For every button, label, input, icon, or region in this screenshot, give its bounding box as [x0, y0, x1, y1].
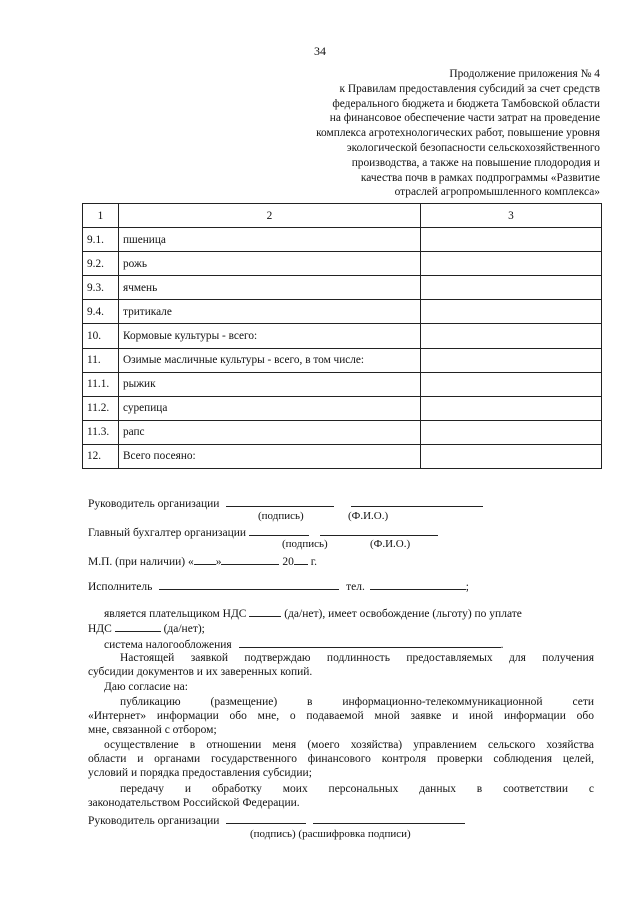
vat-b: (да/нет), имеет освобождение (льготу) по уплате: [284, 608, 522, 620]
header-line: комплекса агротехнологических работ, повышение уровня: [316, 127, 600, 140]
table-row: [83, 228, 602, 252]
final-head-label: Руководитель организации: [88, 815, 220, 827]
page-number: 34: [314, 44, 326, 58]
consent-heading: Даю согласие на:: [104, 681, 188, 693]
stamp-mid: »: [215, 556, 222, 568]
personal-data-line-2: законодательством Российской Федерации.: [88, 797, 300, 809]
row-value: [421, 324, 602, 348]
accountant-sign-caption: (подпись): [282, 538, 328, 550]
year-blank[interactable]: [294, 553, 308, 565]
column-header: 1: [83, 204, 119, 228]
publication-line-3: мне, связанной с отбором;: [88, 724, 217, 736]
header-line: к Правилам предоставления субсидий за счет средств: [339, 82, 600, 95]
month-blank[interactable]: [221, 553, 279, 565]
tax-blank[interactable]: [239, 636, 501, 648]
header-line: производства, а также на повышение плодородия и: [351, 156, 600, 169]
row-number: 12.: [83, 444, 119, 468]
table-row: [83, 324, 602, 348]
personal-data-line-1: передачу и обработку моих персональных данных в соответствии с: [120, 783, 594, 795]
stamp-prefix: М.П. (при наличии) «: [88, 556, 194, 568]
table-header-row: [83, 204, 602, 228]
head-signature-line: [88, 495, 483, 510]
confirm-line-1: Настоящей заявкой подтверждаю подлинность предоставляемых для получения: [120, 652, 594, 664]
header-line: федерального бюджета и бюджета Тамбовской области: [332, 97, 600, 110]
table-row: [83, 372, 602, 396]
row-number: 11.1.: [83, 372, 119, 396]
row-number: 9.3.: [83, 276, 119, 300]
row-name: Озимые масличные культуры - всего, в том числе:: [119, 348, 421, 372]
table-row: [83, 396, 602, 420]
control-line-1: осуществление в отношении меня (моего хозяйства) управлением сельского хозяйства: [104, 739, 594, 751]
stamp-date-line: [88, 553, 317, 568]
publication-line-2: «Интернет» информации обо мне, о подаваемой мной заявке и иной информации обо: [88, 710, 594, 722]
accountant-fio-caption: (Ф.И.О.): [370, 538, 411, 550]
confirm-line-2: субсидии документов и их заверенных копий.: [88, 666, 313, 678]
executor-blank[interactable]: [159, 578, 339, 590]
head-fio-caption: (Ф.И.О.): [348, 510, 389, 522]
row-number: 11.2.: [83, 396, 119, 420]
row-name: рыжик: [119, 372, 421, 396]
table-row: [83, 252, 602, 276]
day-blank[interactable]: [194, 553, 216, 565]
final-signature-line: [88, 812, 465, 827]
row-value: [421, 228, 602, 252]
final-sign-blank[interactable]: [226, 812, 306, 824]
phone-label: тел.: [346, 581, 365, 593]
row-name: Кормовые культуры - всего:: [119, 324, 421, 348]
vat-c: НДС: [88, 623, 112, 635]
header-line: на финансовое обеспечение части затрат на проведение: [329, 112, 600, 125]
table-row: [83, 348, 602, 372]
row-value: [421, 276, 602, 300]
row-number: 9.2.: [83, 252, 119, 276]
final-caption: (подпись) (расшифровка подписи): [250, 828, 411, 840]
stamp-year: 20: [282, 556, 294, 568]
table-row: [83, 276, 602, 300]
phone-end: ;: [465, 581, 469, 593]
tax-end: .: [500, 639, 504, 651]
header-line: экологической безопасности сельскохозяйственного: [346, 141, 600, 154]
row-name: сурепица: [119, 396, 421, 420]
row-value: [421, 372, 602, 396]
row-number: 9.4.: [83, 300, 119, 324]
control-line-2: области и органами государственного финансового контроля проверки соблюдения целей,: [88, 753, 594, 765]
control-line-3: условий и порядка предоставления субсидии;: [88, 767, 312, 779]
row-value: [421, 420, 602, 444]
publication-line-1: публикацию (размещение) в информационно-телекоммуникационной сети: [120, 696, 594, 708]
row-number: 9.1.: [83, 228, 119, 252]
executor-label: Исполнитель: [88, 581, 153, 593]
table-row: [83, 444, 602, 468]
tax-label: система налогообложения: [104, 639, 232, 651]
table-row: [83, 420, 602, 444]
table-row: [83, 300, 602, 324]
vat-line-1: [104, 605, 522, 620]
accountant-signature-line: [88, 524, 438, 539]
header-line: качества почв в рамках подпрограммы «Развитие: [360, 171, 600, 184]
head-sign-caption: (подпись): [258, 510, 304, 522]
vat-payer-blank[interactable]: [249, 605, 281, 617]
column-header: 3: [421, 204, 602, 228]
row-value: [421, 396, 602, 420]
tax-line: [104, 636, 503, 651]
accountant-fio-blank[interactable]: [320, 524, 438, 536]
row-number: 10.: [83, 324, 119, 348]
vat-a: является плательщиком НДС: [104, 608, 247, 620]
header-line: Продолжение приложения № 4: [449, 68, 600, 80]
row-value: [421, 444, 602, 468]
row-name: рожь: [119, 252, 421, 276]
vat-d: (да/нет);: [163, 623, 205, 635]
row-name: Всего посеяно:: [119, 444, 421, 468]
column-header: 2: [119, 204, 421, 228]
head-label: Руководитель организации: [88, 498, 220, 510]
head-sign-blank[interactable]: [226, 495, 334, 507]
crops-table: [82, 203, 602, 469]
appendix-header: [270, 67, 600, 200]
vat-line-2: [88, 620, 205, 635]
row-value: [421, 252, 602, 276]
header-line: отраслей агропромышленного комплекса»: [394, 186, 600, 199]
stamp-suffix: г.: [310, 556, 318, 568]
row-name: рапс: [119, 420, 421, 444]
vat-exempt-blank[interactable]: [115, 620, 161, 632]
phone-blank[interactable]: [370, 578, 466, 590]
row-number: 11.: [83, 348, 119, 372]
final-name-blank[interactable]: [313, 812, 465, 824]
row-number: 11.3.: [83, 420, 119, 444]
row-value: [421, 300, 602, 324]
row-name: пшеница: [119, 228, 421, 252]
accountant-label: Главный бухгалтер организации: [88, 527, 247, 539]
executor-line: [88, 578, 469, 593]
accountant-sign-blank[interactable]: [249, 524, 309, 536]
head-fio-blank[interactable]: [351, 495, 483, 507]
row-name: тритикале: [119, 300, 421, 324]
row-value: [421, 348, 602, 372]
row-name: ячмень: [119, 276, 421, 300]
